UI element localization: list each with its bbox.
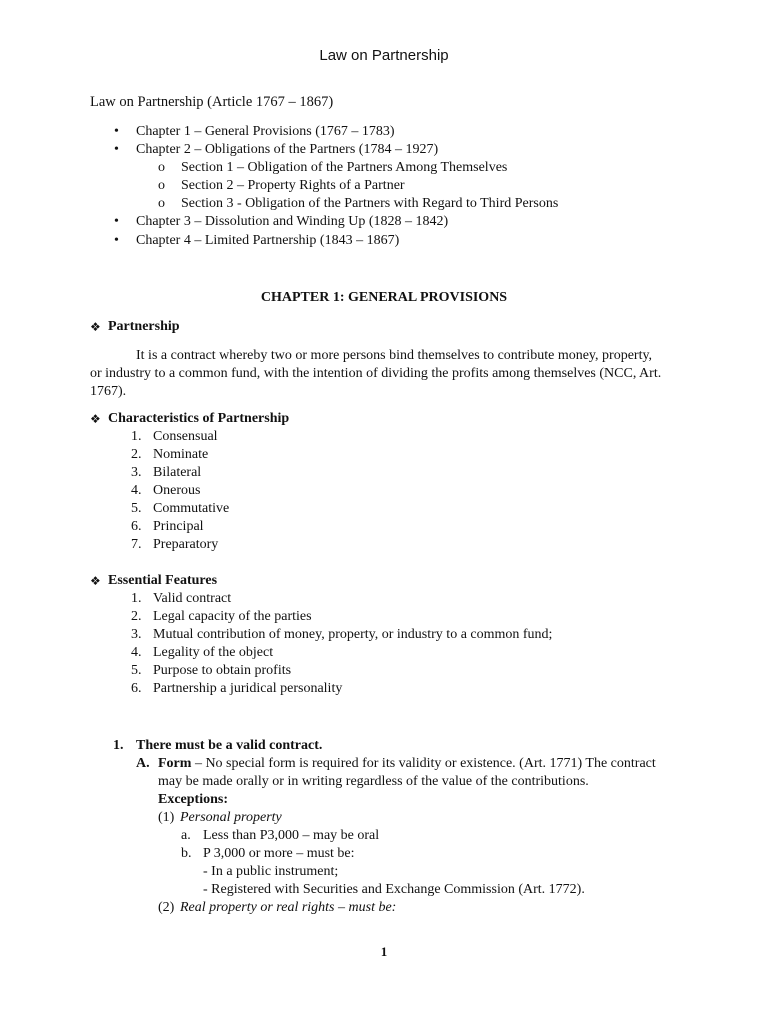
bullet-icon: • <box>114 214 119 229</box>
exception-detail: - In a public instrument; <box>203 864 339 879</box>
characteristics-heading: Characteristics of Partnership <box>108 411 290 426</box>
list-number: 2. <box>131 447 142 462</box>
exception-sub-text: P 3,000 or more – must be: <box>203 846 355 861</box>
bullet-icon: • <box>114 233 119 248</box>
diamond-bullet-icon: ❖ <box>90 412 101 426</box>
characteristic-item: Bilateral <box>153 465 202 480</box>
exception-sub-letter: a. <box>181 828 191 843</box>
section-item: Section 2 – Property Rights of a Partner <box>181 178 405 193</box>
bullet-icon: • <box>114 142 119 157</box>
exception-number: (1) <box>158 810 175 825</box>
characteristic-item: Preparatory <box>153 537 219 552</box>
section-item: Section 3 - Obligation of the Partners with Regard to Third Persons <box>181 196 559 211</box>
list-number: 3. <box>131 627 142 642</box>
bullet-icon: • <box>114 124 119 139</box>
page-number: 1 <box>380 944 388 959</box>
document-title: Law on Partnership <box>319 47 449 64</box>
section-number: 1. <box>113 738 124 753</box>
form-paragraph <box>158 755 656 773</box>
chapter-item: Chapter 4 – Limited Partnership (1843 – 1867) <box>136 233 400 248</box>
list-number: 1. <box>131 429 142 444</box>
characteristic-item: Commutative <box>153 501 230 516</box>
essential-item: Legal capacity of the parties <box>153 609 312 624</box>
sub-bullet-icon: o <box>158 196 165 211</box>
exceptions-label: Exceptions: <box>158 792 228 807</box>
partnership-definition: 1767). <box>90 384 127 399</box>
form-text: – No special form is required for its validity or existence. (Art. 1771) The contract <box>191 756 656 771</box>
sub-bullet-icon: o <box>158 160 165 175</box>
chapter-item: Chapter 3 – Dissolution and Winding Up (1828 – 1842) <box>136 214 449 229</box>
characteristic-item: Onerous <box>153 483 201 498</box>
essential-item: Purpose to obtain profits <box>153 663 292 678</box>
exception-sub-text: Less than P3,000 – may be oral <box>203 828 380 843</box>
list-number: 1. <box>131 591 142 606</box>
list-number: 5. <box>131 501 142 516</box>
characteristic-item: Nominate <box>153 447 209 462</box>
chapter1-heading: CHAPTER 1: GENERAL PROVISIONS <box>260 290 508 305</box>
exception-detail: - Registered with Securities and Exchange Commission (Art. 1772). <box>203 882 585 897</box>
sub-bullet-icon: o <box>158 178 165 193</box>
chapter-item: Chapter 1 – General Provisions (1767 – 1783) <box>136 124 395 139</box>
essential-item: Valid contract <box>153 591 232 606</box>
list-number: 3. <box>131 465 142 480</box>
essential-heading: Essential Features <box>108 573 218 588</box>
essential-item: Partnership a juridical personality <box>153 681 343 696</box>
section-heading: There must be a valid contract. <box>136 738 323 753</box>
law-heading: Law on Partnership (Article 1767 – 1867) <box>90 94 334 110</box>
essential-item: Mutual contribution of money, property, or industry to a common fund; <box>153 627 553 642</box>
list-number: 4. <box>131 483 142 498</box>
partnership-definition: or industry to a common fund, with the intention of dividing the profits among themselves (NCC, Art. <box>90 366 662 381</box>
form-paragraph-cont: may be made orally or in writing regardless of the value of the contributions. <box>158 774 589 789</box>
list-number: 6. <box>131 519 142 534</box>
list-number: 2. <box>131 609 142 624</box>
essential-item: Legality of the object <box>153 645 274 660</box>
section-item: Section 1 – Obligation of the Partners Among Themselves <box>181 160 508 175</box>
characteristic-item: Principal <box>153 519 204 534</box>
characteristic-item: Consensual <box>153 429 218 444</box>
exception-number: (2) <box>158 900 175 915</box>
list-number: 7. <box>131 537 142 552</box>
form-label: Form <box>158 756 192 771</box>
exception-title: Personal property <box>180 810 282 825</box>
partnership-definition: It is a contract whereby two or more persons bind themselves to contribute money, property, <box>136 348 653 363</box>
chapter-item: Chapter 2 – Obligations of the Partners (1784 – 1927) <box>136 142 439 157</box>
list-number: 4. <box>131 645 142 660</box>
partnership-heading: Partnership <box>108 319 180 334</box>
exception-title: Real property or real rights – must be: <box>180 900 397 915</box>
diamond-bullet-icon: ❖ <box>90 320 101 334</box>
exception-sub-letter: b. <box>181 846 192 861</box>
list-number: 5. <box>131 663 142 678</box>
diamond-bullet-icon: ❖ <box>90 574 101 588</box>
sub-letter: A. <box>136 756 150 771</box>
list-number: 6. <box>131 681 142 696</box>
